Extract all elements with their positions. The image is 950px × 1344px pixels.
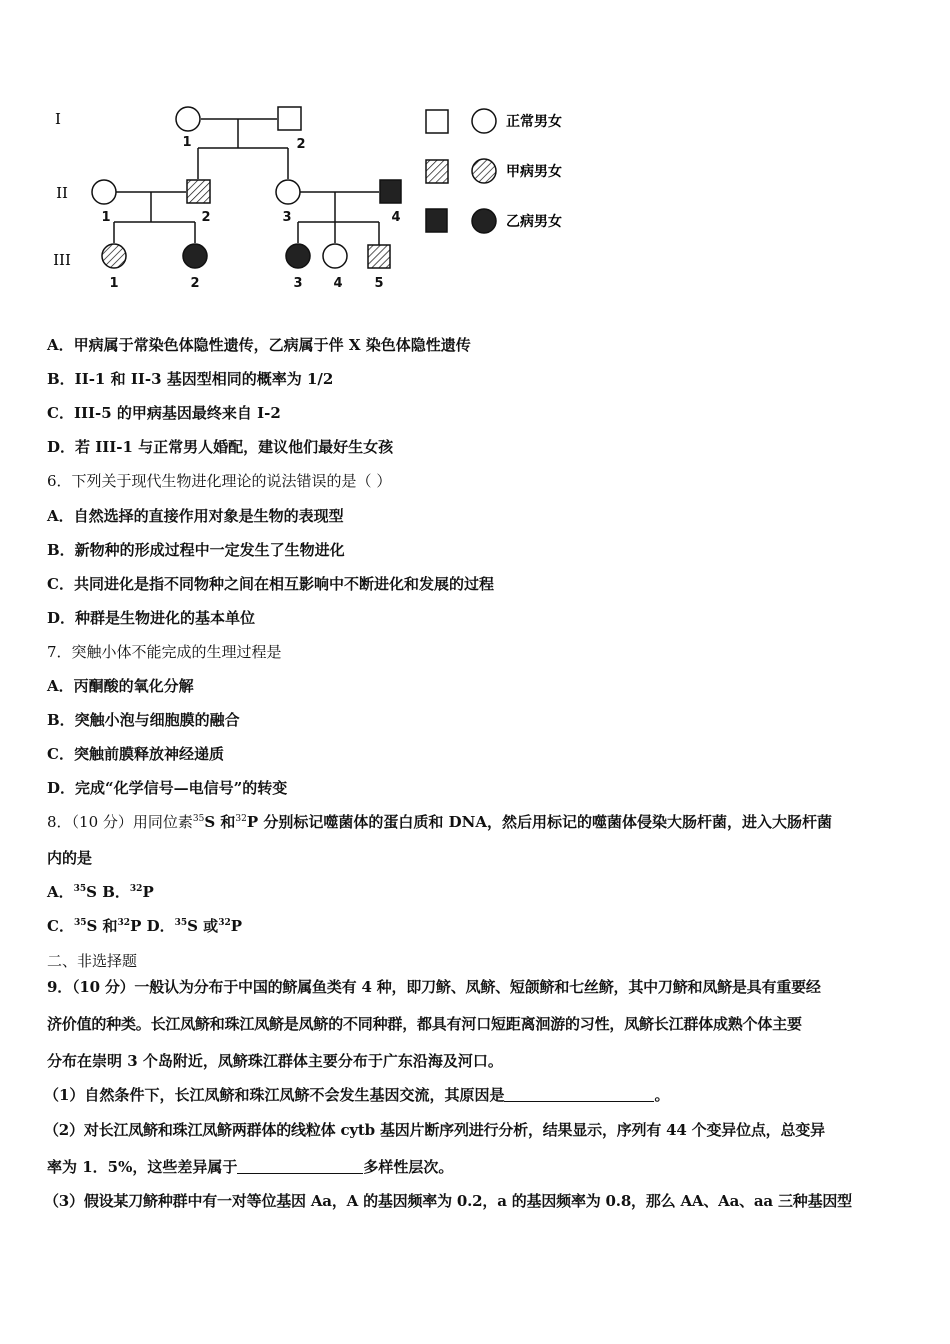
q7-option-b: B．突触小泡与细胞膜的融合 <box>47 711 240 729</box>
individual-iii5-disease-a-male <box>368 245 390 268</box>
q9-sub1 <box>44 1085 669 1105</box>
individual-iii3-disease-b-female <box>286 244 310 268</box>
q6-option-a: A．自然选择的直接作用对象是生物的表现型 <box>47 507 344 525</box>
q9-line1: 9．（10 分）一般认为分布于中国的鲚属鱼类有 4 种，即刀鲚、凤鲚、短颌鲚和七丝鲚，其中刀鲚和凤鲚是具有重要经 <box>47 978 821 996</box>
label-ii4: 4 <box>391 210 401 225</box>
q6-option-c: C．共同进化是指不同物种之间在相互影响中不断进化和发展的过程 <box>47 575 494 593</box>
individual-i2-normal-male <box>278 107 301 130</box>
generation-label-iii: III <box>53 251 71 269</box>
q5-option-c: C．III-5 的甲病基因最终来自 I-2 <box>47 404 281 422</box>
legend-normal-male-symbol <box>426 110 448 133</box>
legend-normal-female-symbol <box>472 109 496 133</box>
individual-ii4-disease-b-male <box>380 180 401 203</box>
q8-stem-part2: S 和 <box>204 813 236 831</box>
label-iii1: 1 <box>109 276 119 291</box>
q8-options-cd <box>47 916 242 936</box>
legend-disease-b-label: 乙病男女 <box>506 214 562 230</box>
q6-option-b: B．新物种的形成过程中一定发生了生物进化 <box>47 541 345 559</box>
generation-label-ii: II <box>56 184 68 202</box>
section-heading: 二、非选择题 <box>47 952 138 970</box>
label-iii2: 2 <box>190 276 200 291</box>
q5-option-d: D．若 III-1 与正常男人婚配，建议他们最好生女孩 <box>47 438 394 456</box>
q7-option-a: A．丙酮酸的氧化分解 <box>47 677 194 695</box>
q9-sub2-text: 率为 1．5%，这些差异属于 <box>47 1158 238 1176</box>
q5-option-b: B．II-1 和 II-3 基因型相同的概率为 1/2 <box>47 370 334 388</box>
q8-option-b-text: P <box>142 883 154 901</box>
individual-iii1-disease-a-female <box>102 244 126 268</box>
q8-option-d-end: P <box>230 917 242 935</box>
q8-option-c-sup2: 32 <box>117 918 131 928</box>
q8-option-c-mid: S 和 <box>86 917 118 935</box>
q9-sub1-text: （1）自然条件下，长江凤鲚和珠江凤鲚不会发生基因交流，其原因是 <box>44 1086 505 1104</box>
q7-option-d: D．完成“化学信号—电信号”的转变 <box>47 779 288 797</box>
individual-ii3-normal-female <box>276 180 300 204</box>
legend-disease-b-male-symbol <box>426 209 447 232</box>
label-ii2: 2 <box>201 210 211 225</box>
q6-stem: 6．下列关于现代生物进化理论的说法错误的是（ ） <box>47 472 392 490</box>
q9-sub1-blank[interactable] <box>504 1087 654 1102</box>
q8-option-d-sup2: 32 <box>218 918 231 928</box>
q9-line2: 济价值的种类。长江凤鲚和珠江凤鲚是凤鲚的不同种群，都具有河口短距离洄游的习性，凤鲚长江群体成熟个体主要 <box>47 1015 802 1033</box>
q8-stem-part3: P 分别标记噬菌体的蛋白质和 DNA，然后用标记的噬菌体侵染大肠杆菌，进入大肠杆菌 <box>246 813 832 831</box>
q8-options-ab <box>47 882 154 902</box>
q8-option-c-label: C． <box>47 917 74 935</box>
q8-stem-line1 <box>47 812 832 832</box>
q8-option-a-text: S B． <box>86 883 130 901</box>
label-i1: 1 <box>182 135 192 150</box>
legend-disease-b-female-symbol <box>472 209 496 233</box>
q9-sub2-line1: （2）对长江凤鲚和珠江凤鲚两群体的线粒体 cytb 基因片断序列进行分析，结果显示，序列有 44 个变异位点，总变异 <box>44 1121 825 1139</box>
q8-option-d-mid: S 或 <box>187 917 219 935</box>
q8-option-d-sup1: 35 <box>174 918 188 928</box>
generation-label-i: I <box>55 110 61 128</box>
individual-ii1-normal-female <box>92 180 116 204</box>
legend-disease-a-male-symbol <box>426 160 448 183</box>
q9-sub2-line2 <box>47 1157 453 1177</box>
q9-sub2-end: 多样性层次。 <box>363 1158 454 1176</box>
pedigree-lines <box>114 119 379 245</box>
q8-option-c-end: P D． <box>130 917 175 935</box>
q8-stem-line2: 内的是 <box>47 849 93 867</box>
q8-option-c-sup1: 35 <box>73 918 87 928</box>
q8-stem-part1: 8．（10 分）用同位素 <box>47 813 193 831</box>
pedigree-chart <box>40 90 600 300</box>
individual-iii4-normal-female <box>323 244 347 268</box>
label-iii3: 3 <box>293 276 303 291</box>
q8-option-b-sup: 32 <box>129 884 143 894</box>
q5-option-a: A．甲病属于常染色体隐性遗传，乙病属于伴 X 染色体隐性遗传 <box>47 336 471 354</box>
q9-sub3: （3）假设某刀鲚种群中有一对等位基因 Aa，A 的基因频率为 0.2，a 的基因频率为 0.8，那么 AA、Aa、aa 三种基因型 <box>44 1192 852 1210</box>
q8-option-a-label: A． <box>47 883 74 901</box>
individual-i1-normal-female <box>176 107 200 131</box>
label-ii1: 1 <box>101 210 111 225</box>
q8-sup-35: 35 <box>192 814 205 824</box>
q8-option-a-sup: 35 <box>73 884 87 894</box>
label-ii3: 3 <box>282 210 292 225</box>
q9-sub2-blank[interactable] <box>237 1159 363 1174</box>
q7-option-c: C．突触前膜释放神经递质 <box>47 745 224 763</box>
legend-disease-a-female-symbol <box>472 159 496 183</box>
q8-sup-32: 32 <box>235 814 247 824</box>
legend-disease-a-label: 甲病男女 <box>506 164 562 180</box>
label-iii4: 4 <box>333 276 343 291</box>
q9-line3: 分布在崇明 3 个岛附近，凤鲚珠江群体主要分布于广东沿海及河口。 <box>47 1052 503 1070</box>
individual-ii2-disease-a-male <box>187 180 210 203</box>
label-iii5: 5 <box>374 276 384 291</box>
individual-iii2-disease-b-female <box>183 244 207 268</box>
label-i2: 2 <box>296 137 306 152</box>
q9-sub1-end: 。 <box>654 1086 670 1104</box>
q6-option-d: D．种群是生物进化的基本单位 <box>47 609 256 627</box>
legend-normal-label: 正常男女 <box>506 114 562 130</box>
q7-stem: 7．突触小体不能完成的生理过程是 <box>47 643 282 661</box>
